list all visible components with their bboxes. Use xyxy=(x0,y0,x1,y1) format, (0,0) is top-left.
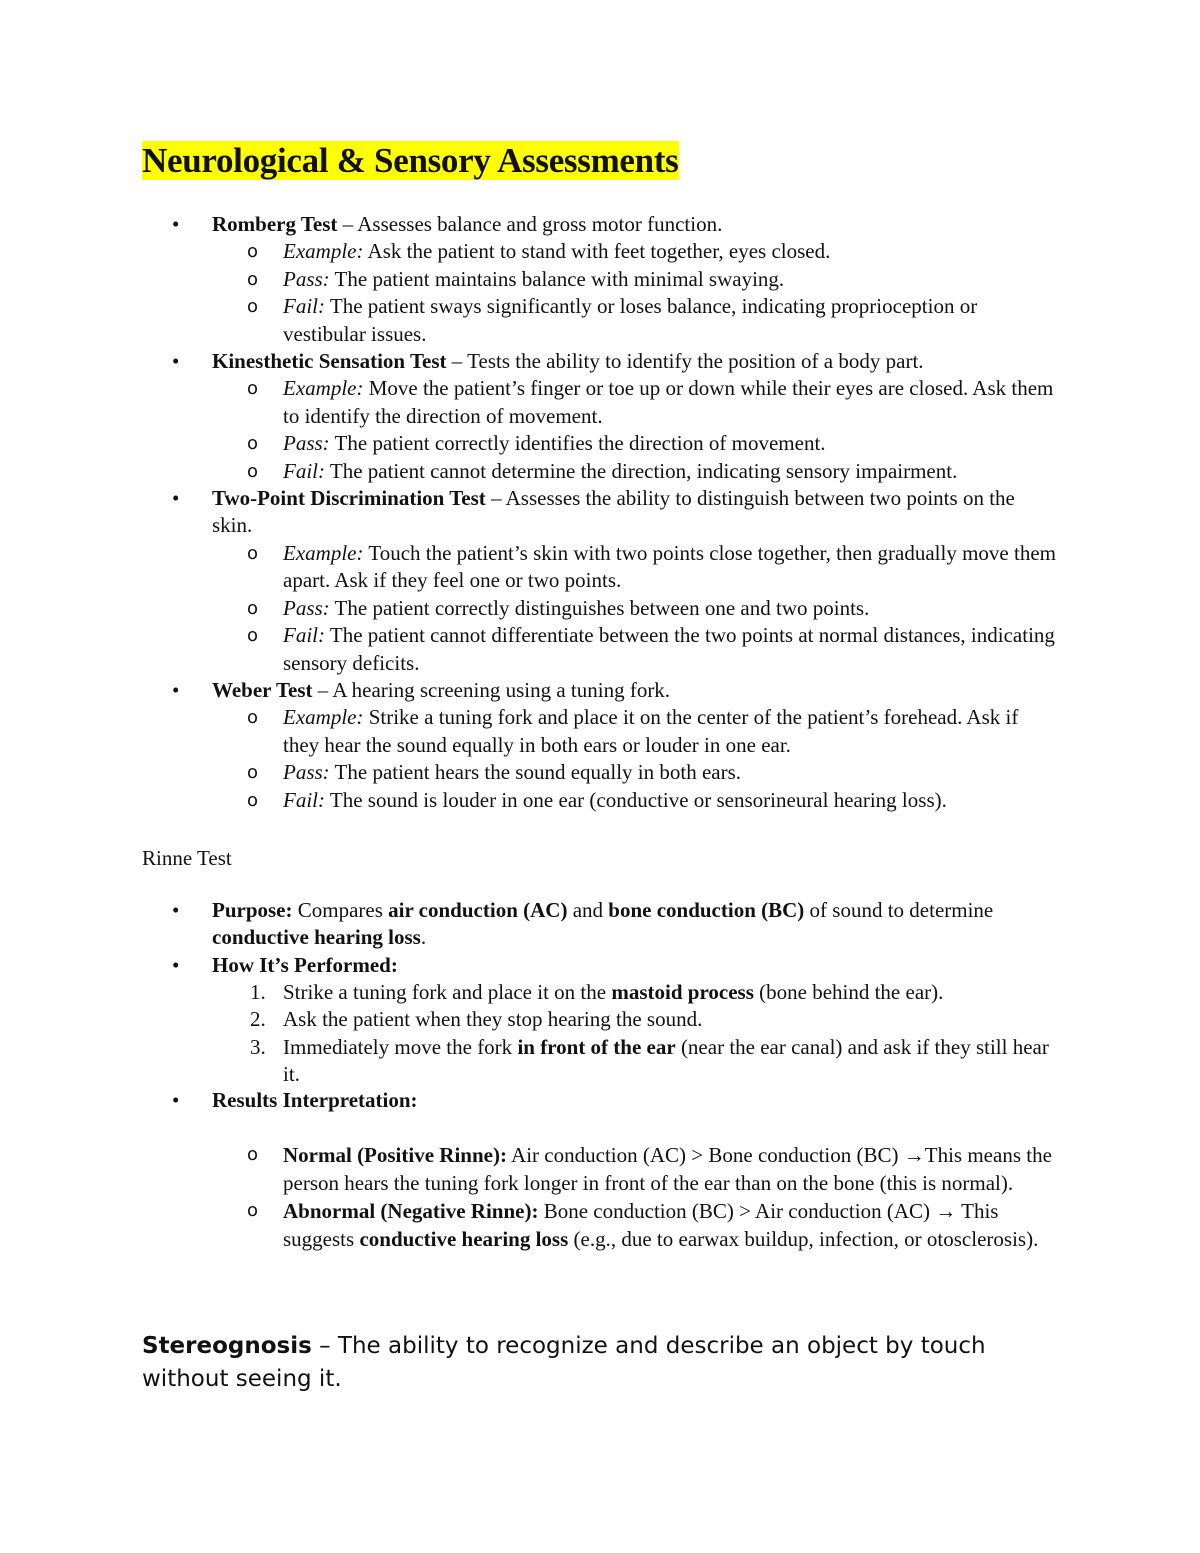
list-item xyxy=(0,1197,1058,1253)
step-number: 2. xyxy=(250,1007,266,1032)
step-text: Ask the patient when they stop hearing the sound. xyxy=(283,1007,703,1032)
stereognosis-term: Stereognosis xyxy=(142,1333,312,1359)
fail-text: The patient cannot determine the direction, indicating sensory impairment. xyxy=(325,458,958,483)
sub-bullet-icon: o xyxy=(247,707,259,729)
list-item xyxy=(0,759,1058,786)
sub-bullet-icon: o xyxy=(247,762,259,784)
abnormal-chl: conductive hearing loss xyxy=(359,1227,569,1251)
step-text: Immediately move the fork xyxy=(283,1034,518,1059)
pass-text: The patient hears the sound equally in both ears. xyxy=(329,760,742,785)
bullet-icon: • xyxy=(172,898,180,922)
stereognosis-definition xyxy=(142,1330,1022,1396)
fail-label: Fail: xyxy=(283,294,325,319)
list-item xyxy=(0,293,1058,348)
list-item xyxy=(0,897,1057,952)
fail-label: Fail: xyxy=(283,623,325,648)
fail-text: The patient cannot differentiate between the two points at normal distances, indicating sensory deficits. xyxy=(283,623,1055,675)
sub-bullet-icon: o xyxy=(247,789,259,811)
pass-label: Pass: xyxy=(283,760,330,785)
list-item xyxy=(0,348,1057,375)
test-name: Kinesthetic Sensation Test xyxy=(212,349,447,374)
test-description: – A hearing screening using a tuning fork. xyxy=(312,677,671,702)
example-label: Example: xyxy=(283,239,364,264)
fail-label: Fail: xyxy=(283,458,325,483)
assessment-list xyxy=(0,211,1200,814)
test-description: – Assesses the ability to distinguish between two points on the skin. xyxy=(212,486,1015,538)
list-item xyxy=(0,485,1057,540)
example-text: Strike a tuning fork and place it on the center of the patient’s forehead. Ask if they hear the sound equally in both ears or louder in one ear. xyxy=(283,705,1019,757)
sub-bullet-icon: o xyxy=(247,597,259,619)
pass-label: Pass: xyxy=(283,266,330,291)
sub-bullet-icon: o xyxy=(247,433,259,455)
fail-label: Fail: xyxy=(283,787,325,812)
example-text: Touch the patient’s skin with two points close together, then gradually move them apart. Ask if they feel one or two points. xyxy=(283,540,1056,593)
step-text: Strike a tuning fork and place it on the xyxy=(283,980,612,1004)
results-label: Results Interpretation: xyxy=(212,1088,418,1112)
normal-text: Air conduction (AC) > Bone conduction (BC) →This means the person hears the tuning fork longer in front of the ear than on the bone (this is normal). xyxy=(283,1143,1052,1195)
list-item xyxy=(0,266,1058,293)
how-label: How It’s Performed: xyxy=(212,952,398,977)
purpose-ac: air conduction (AC) xyxy=(388,898,568,922)
pass-label: Pass: xyxy=(283,431,330,456)
normal-label: Normal (Positive Rinne): xyxy=(283,1143,507,1167)
list-item xyxy=(0,238,1058,265)
list-item xyxy=(0,375,1058,430)
bullet-icon: • xyxy=(172,486,180,511)
fail-text: The sound is louder in one ear (conductive or sensorineural hearing loss). xyxy=(325,787,947,812)
abnormal-text: (e.g., due to earwax buildup, infection, or otosclerosis). xyxy=(568,1227,1039,1251)
list-item xyxy=(0,458,1058,485)
step-bold: mastoid process xyxy=(611,980,754,1004)
example-label: Example: xyxy=(283,705,364,730)
purpose-text: of sound to determine xyxy=(804,898,994,922)
list-item xyxy=(0,540,1058,595)
purpose-chl: conductive hearing loss xyxy=(212,925,421,950)
bullet-icon: • xyxy=(172,1088,180,1112)
pass-text: The patient correctly identifies the direction of movement. xyxy=(329,431,826,456)
sub-bullet-icon: o xyxy=(247,460,259,482)
pass-label: Pass: xyxy=(283,595,330,620)
test-description: – Assesses balance and gross motor function. xyxy=(337,212,723,236)
bullet-icon: • xyxy=(172,677,180,702)
purpose-label: Purpose: xyxy=(212,898,293,922)
list-item xyxy=(0,952,1057,979)
example-label: Example: xyxy=(283,540,364,565)
purpose-text: and xyxy=(567,898,609,922)
abnormal-text: Bone conduction (BC) > Air conduction (AC) → This suggests xyxy=(283,1199,999,1251)
list-item xyxy=(0,595,1058,622)
test-name: Weber Test xyxy=(212,677,313,702)
sub-bullet-icon: o xyxy=(247,542,259,564)
step-number: 1. xyxy=(250,980,266,1004)
example-text: Move the patient’s finger or toe up or down while their eyes are closed. Ask them to identify the direction of movement. xyxy=(283,376,1054,428)
bullet-icon: • xyxy=(172,212,180,236)
list-item xyxy=(0,1087,1057,1114)
sub-bullet-icon: o xyxy=(247,241,259,263)
step-item xyxy=(0,1034,1058,1089)
sub-bullet-icon: o xyxy=(247,625,259,647)
purpose-text: . xyxy=(420,925,427,950)
sub-bullet-icon: o xyxy=(247,378,259,400)
list-item xyxy=(0,787,1058,814)
step-text: (bone behind the ear). xyxy=(753,980,944,1004)
steps-list xyxy=(0,979,1200,1089)
list-item xyxy=(0,430,1058,457)
pass-text: The patient correctly distinguishes between one and two points. xyxy=(329,595,870,620)
page-title xyxy=(142,140,679,182)
purpose-text: Compares xyxy=(292,898,389,922)
purpose-bc: bone conduction (BC) xyxy=(608,898,805,922)
step-text: (near the ear canal) and ask if they still hear it. xyxy=(283,1034,1049,1087)
list-item xyxy=(0,622,1058,677)
fail-text: The patient sways significantly or loses balance, indicating proprioception or vestibular issues. xyxy=(283,294,978,346)
interpretation-list xyxy=(0,1141,1200,1253)
sub-bullet-icon: o xyxy=(247,268,259,290)
list-item xyxy=(0,1141,1058,1197)
example-label: Example: xyxy=(283,376,364,401)
test-name: Romberg Test xyxy=(212,212,338,236)
list-item xyxy=(0,704,1058,759)
results-list xyxy=(0,1087,1200,1114)
stereognosis-text: – The ability to recognize and describe an object by touch without seeing it. xyxy=(142,1333,986,1392)
step-item xyxy=(0,1006,1058,1033)
bullet-icon: • xyxy=(172,952,180,977)
example-text: Ask the patient to stand with feet together, eyes closed. xyxy=(363,239,831,264)
list-item xyxy=(0,211,1057,238)
abnormal-label: Abnormal (Negative Rinne): xyxy=(283,1199,539,1223)
sub-bullet-icon: o xyxy=(247,1200,259,1221)
test-name: Two-Point Discrimination Test xyxy=(212,486,486,511)
sub-bullet-icon: o xyxy=(247,1144,259,1165)
step-item xyxy=(0,979,1058,1006)
list-item xyxy=(0,677,1057,704)
pass-text: The patient maintains balance with minimal swaying. xyxy=(329,266,785,291)
step-number: 3. xyxy=(250,1034,266,1059)
rinne-list xyxy=(0,897,1200,979)
bullet-icon: • xyxy=(172,349,180,374)
test-description: – Tests the ability to identify the position of a body part. xyxy=(446,349,924,374)
step-bold: in front of the ear xyxy=(517,1034,676,1059)
rinne-heading: Rinne Test xyxy=(142,846,232,870)
title-highlight: Neurological & Sensory Assessments xyxy=(142,141,679,180)
sub-bullet-icon: o xyxy=(247,296,259,318)
